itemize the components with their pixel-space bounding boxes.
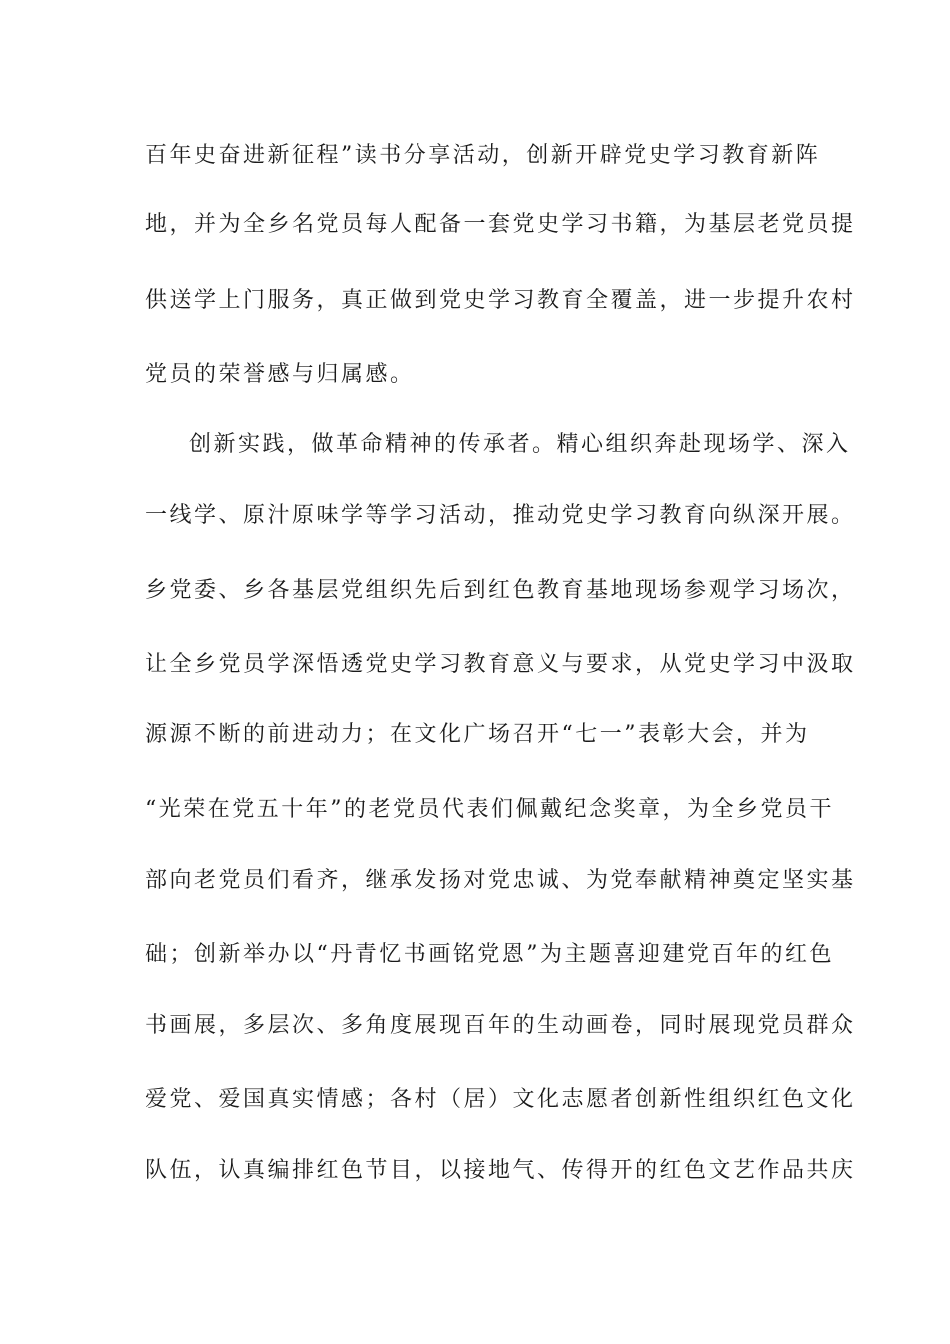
text-line-15: 队伍，认真编排红色节目，以接地气、传得开的红色文艺作品共庆 [145,1158,856,1183]
text-line-6: 一线学、原汁原味学等学习活动，推动党史学习教育向纵深开展。 [145,503,856,528]
text-line-12: 础；创新举办以“丹青忆书画铭党恩”为主题喜迎建党百年的红色 [145,942,834,967]
text-line-3: 供送学上门服务，真正做到党史学习教育全覆盖，进一步提升农村 [145,288,856,313]
text-line-4: 党员的荣誉感与归属感。 [145,362,415,387]
text-line-9: 源源不断的前进动力；在文化广场召开“七一”表彰大会，并为 [145,722,810,747]
text-line-7: 乡党委、乡各基层党组织先后到红色教育基地现场参观学习场次， [145,578,856,603]
text-line-10: “光荣在党五十年”的老党员代表们佩戴纪念奖章，为全乡党员干 [145,797,834,822]
paragraph-start-line: 创新实践，做革命精神的传承者。精心组织奔赴现场学、深入 [189,432,851,457]
text-line-13: 书画展，多层次、多角度展现百年的生动画卷，同时展现党员群众 [145,1013,856,1038]
text-line-8: 让全乡党员学深悟透党史学习教育意义与要求，从党史学习中汲取 [145,652,856,677]
text-line-1: 百年史奋进新征程”读书分享活动，创新开辟党史学习教育新阵 [145,143,821,168]
text-line-2: 地，并为全乡名党员每人配备一套党史学习书籍，为基层老党员提 [145,212,856,237]
text-line-11: 部向老党员们看齐，继承发扬对党忠诚、为党奉献精神奠定坚实基 [145,868,856,893]
text-line-14: 爱党、爱国真实情感；各村（居）文化志愿者创新性组织红色文化 [145,1087,856,1112]
